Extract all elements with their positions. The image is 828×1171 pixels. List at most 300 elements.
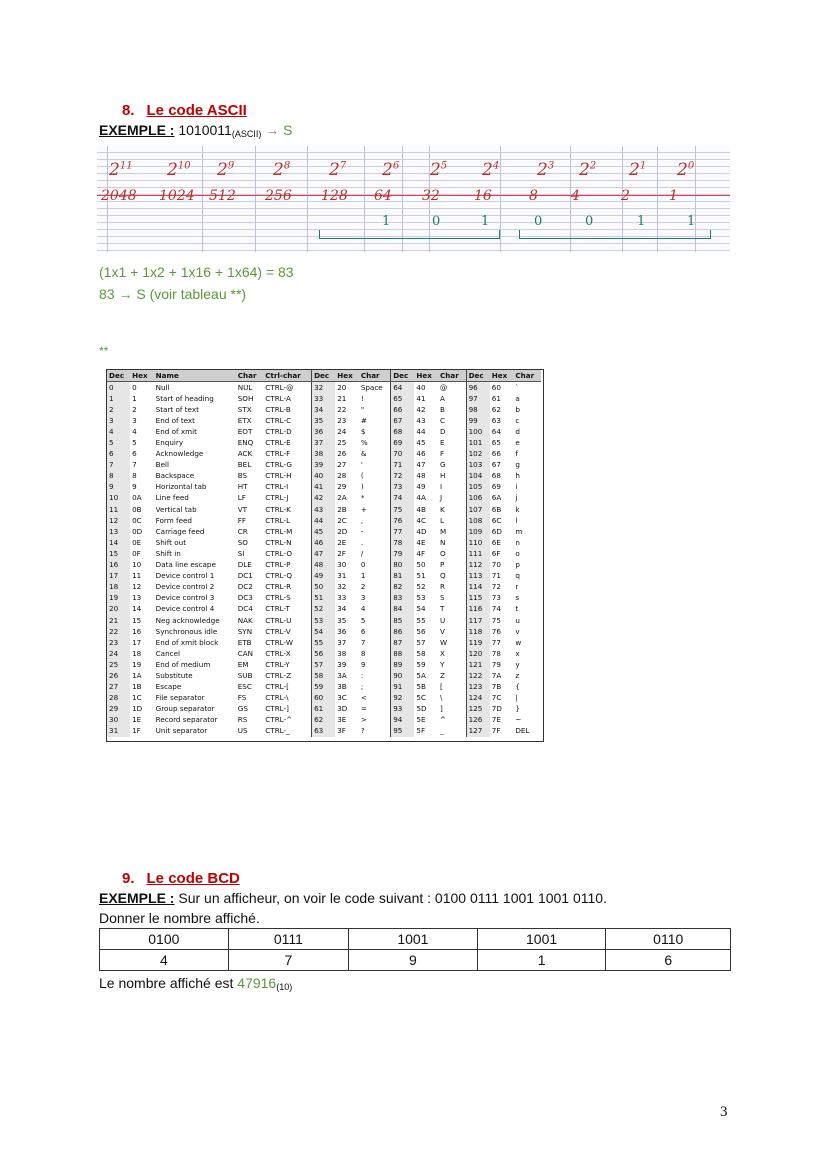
ascii-cell: 83 xyxy=(391,593,415,604)
ascii-cell: 9 xyxy=(360,659,366,669)
ascii-cell: 8 xyxy=(360,648,366,658)
ascii-cell: 29 xyxy=(107,704,130,715)
ascii-cell: 6D xyxy=(491,526,502,536)
ascii-cell: File separator xyxy=(155,693,205,703)
ascii-cell: 19 xyxy=(107,593,130,604)
ascii-cell: 31 xyxy=(107,726,130,737)
ascii-row xyxy=(107,715,541,726)
power-of-two xyxy=(629,160,646,180)
ascii-cell: 6 xyxy=(107,449,130,460)
ascii-cell: 42 xyxy=(312,493,336,504)
ascii-cell: p xyxy=(515,560,520,570)
ascii-cell: 45 xyxy=(312,526,336,537)
ascii-cell: Neg acknowledge xyxy=(155,615,220,625)
ascii-cell: Data line escape xyxy=(155,560,216,570)
ascii-cell: % xyxy=(360,438,368,448)
power-base: 2 xyxy=(482,160,493,180)
ascii-cell: 2A xyxy=(337,493,347,503)
ascii-cell: 84 xyxy=(391,604,415,615)
ascii-row xyxy=(107,704,541,715)
paper-column-line xyxy=(202,146,203,252)
power-exponent: 1 xyxy=(639,160,647,172)
ascii-cell: 49 xyxy=(416,482,426,492)
binary-digit: 1 xyxy=(687,214,696,229)
ascii-cell: 7 xyxy=(360,637,366,647)
ascii-cell: 1D xyxy=(132,704,143,714)
ascii-result: 83 → S (voir tableau **) xyxy=(99,286,247,302)
example-text: Sur un afficheur, on voir le code suivant : 0100 0111 1001 1001 0110. xyxy=(178,890,607,906)
ascii-cell: 0 xyxy=(107,382,130,394)
ascii-row xyxy=(107,659,541,670)
ascii-cell: 50 xyxy=(312,582,336,593)
power-base: 2 xyxy=(109,160,120,180)
ascii-cell: Carriage feed xyxy=(155,526,205,536)
ascii-cell: ~ xyxy=(515,715,522,725)
ascii-row xyxy=(107,526,541,537)
ascii-cell: CTRL-Z xyxy=(265,670,292,680)
ascii-cell: 33 xyxy=(312,393,336,404)
ascii-cell: 110 xyxy=(466,537,490,548)
ascii-cell: 21 xyxy=(337,393,347,403)
ascii-cell: 63 xyxy=(491,415,501,425)
ascii-cell: CTRL-O xyxy=(265,548,293,558)
ascii-cell: 5F xyxy=(416,726,426,736)
ascii-cell: 11 xyxy=(132,571,142,581)
ascii-row xyxy=(107,637,541,648)
ascii-cell: 38 xyxy=(312,449,336,460)
power-exponent: 3 xyxy=(547,160,555,172)
ascii-cell: 47 xyxy=(312,548,336,559)
ascii-cell: 66 xyxy=(491,449,501,459)
ascii-cell: 3A xyxy=(337,670,347,680)
ascii-cell: 116 xyxy=(466,604,490,615)
ascii-cell: Device control 2 xyxy=(155,582,215,592)
ascii-cell: 0A xyxy=(132,493,142,503)
ascii-cell: 62 xyxy=(491,404,501,414)
ascii-cell: CTRL-K xyxy=(265,504,291,514)
power-exponent: 9 xyxy=(227,160,235,172)
ascii-cell: CTRL-V xyxy=(265,626,291,636)
table-reference-stars: ** xyxy=(99,344,109,358)
ascii-cell: 97 xyxy=(466,393,490,404)
ascii-cell: 43 xyxy=(312,504,336,515)
power-base: 2 xyxy=(537,160,548,180)
power-base: 2 xyxy=(167,160,178,180)
ascii-cell: 7C xyxy=(491,693,502,703)
ascii-cell: CAN xyxy=(237,648,254,658)
ascii-cell: EOT xyxy=(237,426,253,436)
section-title-text: Le code ASCII xyxy=(146,102,247,119)
ascii-cell: O xyxy=(439,548,446,558)
ascii-cell: 3 xyxy=(360,593,366,603)
bcd-code-cell: 1001 xyxy=(477,929,606,950)
ascii-cell: CTRL-W xyxy=(265,637,293,647)
ascii-header-cell: Char xyxy=(236,370,264,382)
ascii-cell: k xyxy=(515,504,520,514)
ascii-cell: 99 xyxy=(466,415,490,426)
power-exponent: 2 xyxy=(589,160,597,172)
ascii-cell: 7A xyxy=(491,670,502,680)
ascii-cell: 52 xyxy=(416,582,426,592)
ascii-cell: 62 xyxy=(312,715,336,726)
ascii-cell: Y xyxy=(439,659,445,669)
ascii-cell: 57 xyxy=(416,637,426,647)
ascii-cell: 30 xyxy=(107,715,130,726)
ascii-cell: 7B xyxy=(491,682,502,692)
ascii-cell: 54 xyxy=(416,604,426,614)
power-base: 2 xyxy=(629,160,640,180)
ascii-cell: CTRL-E xyxy=(265,438,291,448)
ascii-calculation: (1x1 + 1x2 + 1x16 + 1x64) = 83 xyxy=(99,264,294,280)
power-of-two xyxy=(579,160,596,180)
ascii-cell: j xyxy=(515,493,518,503)
ascii-cell: x xyxy=(515,648,520,658)
ascii-cell: D xyxy=(439,426,446,436)
ascii-cell: 85 xyxy=(391,615,415,626)
ascii-cell: 21 xyxy=(107,615,130,626)
power-base: 2 xyxy=(677,160,688,180)
ascii-header-cell: Ctrl-char xyxy=(263,370,311,382)
ascii-cell: 96 xyxy=(466,382,490,394)
ascii-cell: 127 xyxy=(466,726,490,737)
ascii-row xyxy=(107,471,541,482)
ascii-cell: DC2 xyxy=(237,582,253,592)
example-result: → S xyxy=(265,122,293,138)
ascii-cell: 34 xyxy=(312,404,336,415)
ascii-cell: h xyxy=(515,471,520,481)
ascii-row xyxy=(107,493,541,504)
ascii-row xyxy=(107,504,541,515)
ascii-cell: 102 xyxy=(466,449,490,460)
ascii-cell: 69 xyxy=(491,482,501,492)
ascii-table-header xyxy=(107,370,541,382)
ascii-cell: CTRL-T xyxy=(265,604,290,614)
ascii-cell: 28 xyxy=(337,471,347,481)
power-base: 2 xyxy=(329,160,340,180)
bcd-code-cell: 0100 xyxy=(100,929,229,950)
ascii-cell: 41 xyxy=(416,393,426,403)
ascii-cell: CTRL-[ xyxy=(265,682,289,692)
ascii-cell: 6C xyxy=(491,515,502,525)
ascii-cell: Substitute xyxy=(155,670,193,680)
ascii-cell: " xyxy=(360,404,365,414)
power-exponent: 11 xyxy=(119,160,133,172)
ascii-cell: BEL xyxy=(237,460,252,470)
ascii-cell: 94 xyxy=(391,715,415,726)
ascii-cell: ! xyxy=(360,393,364,403)
ascii-cell: 125 xyxy=(466,704,490,715)
ascii-cell: 78 xyxy=(491,648,501,658)
ascii-cell: 1A xyxy=(132,670,142,680)
ascii-cell: ) xyxy=(360,482,364,492)
ascii-cell: 2B xyxy=(337,504,347,514)
ascii-cell: c xyxy=(515,415,520,425)
power-exponent: 7 xyxy=(339,160,347,172)
ascii-cell: 58 xyxy=(312,670,336,681)
ascii-cell: = xyxy=(360,704,367,714)
ascii-cell: 51 xyxy=(416,571,426,581)
ascii-cell: 11 xyxy=(107,504,130,515)
ascii-cell: CTRL-Q xyxy=(265,571,293,581)
ascii-cell: CTRL-B xyxy=(265,404,291,414)
ascii-cell: v xyxy=(515,626,520,636)
ascii-cell: 47 xyxy=(416,460,426,470)
ascii-cell: ' xyxy=(360,460,363,470)
power-exponent: 6 xyxy=(392,160,400,172)
power-exponent: 8 xyxy=(283,160,291,172)
ascii-cell: / xyxy=(360,548,364,558)
ascii-cell: 6E xyxy=(491,537,501,547)
binary-digit: 1 xyxy=(481,214,490,229)
ascii-cell: ETB xyxy=(237,637,252,647)
ascii-cell: 7E xyxy=(491,715,501,725)
ascii-cell: 58 xyxy=(416,648,426,658)
bcd-example-line xyxy=(99,890,607,906)
ascii-cell: 63 xyxy=(312,726,336,737)
ascii-cell: 106 xyxy=(466,493,490,504)
ascii-cell: 1 xyxy=(132,393,137,403)
bcd-digit-cell: 1 xyxy=(477,950,606,971)
ascii-cell: _ xyxy=(439,726,444,736)
ascii-cell: 76 xyxy=(391,515,415,526)
bcd-digit-cell: 9 xyxy=(349,950,478,971)
answer-subscript: (10) xyxy=(276,982,293,992)
power-exponent: 0 xyxy=(687,160,695,172)
ascii-cell: Group separator xyxy=(155,704,215,714)
ascii-cell: 72 xyxy=(491,582,501,592)
ascii-row xyxy=(107,682,541,693)
ascii-row xyxy=(107,726,541,737)
ascii-cell: CTRL-G xyxy=(265,460,292,470)
ascii-cell: 46 xyxy=(416,449,426,459)
ascii-cell: Start of text xyxy=(155,404,199,414)
ascii-cell: 67 xyxy=(391,415,415,426)
ascii-cell: 65 xyxy=(391,393,415,404)
ascii-row xyxy=(107,615,541,626)
ascii-cell: 124 xyxy=(466,693,490,704)
ascii-cell: 59 xyxy=(312,682,336,693)
ascii-cell: 53 xyxy=(416,593,426,603)
ascii-cell: 3C xyxy=(337,693,347,703)
ascii-cell: 4B xyxy=(416,504,426,514)
ascii-cell: 13 xyxy=(132,593,142,603)
ascii-cell: P xyxy=(439,560,445,570)
ascii-cell: Line feed xyxy=(155,493,189,503)
ascii-cell: 2 xyxy=(107,404,130,415)
ascii-cell: SUB xyxy=(237,670,253,680)
ascii-cell: 79 xyxy=(491,659,501,669)
ascii-cell: CTRL-R xyxy=(265,582,292,592)
power-exponent: 5 xyxy=(440,160,448,172)
ascii-cell: 82 xyxy=(391,582,415,593)
ascii-cell: ? xyxy=(360,726,365,736)
ascii-cell: 68 xyxy=(491,471,501,481)
power-exponent: 10 xyxy=(177,160,191,172)
ascii-cell: 0E xyxy=(132,537,142,547)
ascii-cell: K xyxy=(439,504,445,514)
ascii-cell: 105 xyxy=(466,482,490,493)
power-base: 2 xyxy=(382,160,393,180)
ascii-row xyxy=(107,404,541,415)
power-value: 256 xyxy=(265,188,292,204)
ascii-cell: 5C xyxy=(416,693,426,703)
ascii-header-cell: Dec xyxy=(312,370,336,382)
ascii-cell: 120 xyxy=(466,648,490,659)
ascii-cell: 76 xyxy=(491,626,501,636)
ascii-cell: y xyxy=(515,659,520,669)
ascii-cell: W xyxy=(439,637,448,647)
ascii-cell: J xyxy=(439,493,443,503)
ascii-cell: H xyxy=(439,471,446,481)
ascii-cell: 55 xyxy=(416,615,426,625)
ascii-cell: , xyxy=(360,515,364,525)
ascii-header-cell: Dec xyxy=(391,370,415,382)
ascii-cell: 56 xyxy=(312,648,336,659)
ascii-cell: 24 xyxy=(107,648,130,659)
ascii-cell: $ xyxy=(360,426,366,436)
ascii-cell: Q xyxy=(439,571,446,581)
ascii-cell: 98 xyxy=(466,404,490,415)
ascii-cell: T xyxy=(439,604,445,614)
ascii-cell: SOH xyxy=(237,393,254,403)
ascii-cell: End of text xyxy=(155,415,195,425)
ascii-cell: 88 xyxy=(391,648,415,659)
ascii-cell: 9 xyxy=(132,482,137,492)
ascii-cell: CTRL-I xyxy=(265,482,289,492)
ascii-cell: DC1 xyxy=(237,571,253,581)
ascii-cell: s xyxy=(515,593,520,603)
ascii-cell: z xyxy=(515,670,520,680)
ascii-header-cell: Dec xyxy=(466,370,490,382)
binary-digit: 1 xyxy=(382,214,391,229)
ascii-cell: Space xyxy=(360,382,383,392)
ascii-cell: L xyxy=(439,515,444,525)
ascii-cell: 2 xyxy=(132,404,137,414)
binary-digit: 0 xyxy=(585,214,594,229)
section-title-text: Le code BCD xyxy=(146,870,240,887)
ascii-cell: US xyxy=(237,726,248,736)
ascii-cell: 4 xyxy=(107,426,130,437)
example-binary: 1010011 xyxy=(178,122,232,138)
ascii-cell: CTRL-F xyxy=(265,449,291,459)
bcd-digit-cell: 7 xyxy=(228,950,348,971)
example-subscript: (ASCII) xyxy=(231,129,262,139)
ascii-cell: CTRL-A xyxy=(265,393,291,403)
ascii-cell: 37 xyxy=(337,637,347,647)
ascii-cell: 117 xyxy=(466,615,490,626)
ascii-cell: 46 xyxy=(312,537,336,548)
ascii-cell: 0 xyxy=(360,560,366,570)
section-number: 9. xyxy=(122,870,135,887)
ascii-cell: 10 xyxy=(132,560,142,570)
ascii-cell: Vertical tab xyxy=(155,504,197,514)
ascii-cell: C xyxy=(439,415,445,425)
power-of-two xyxy=(382,160,399,180)
ascii-cell: 4E xyxy=(416,537,426,547)
answer-value: 47916 xyxy=(237,975,277,991)
paper-column-line xyxy=(307,146,308,252)
power-value: 1 xyxy=(669,188,678,204)
ascii-cell: DLE xyxy=(237,560,252,570)
ascii-cell: Synchronous idle xyxy=(155,626,218,636)
bcd-question: Donner le nombre affiché. xyxy=(99,910,260,926)
ascii-cell: 1C xyxy=(132,693,142,703)
ascii-cell: # xyxy=(360,415,367,425)
ascii-cell: Start of heading xyxy=(155,393,214,403)
ascii-cell: 23 xyxy=(337,415,347,425)
handwritten-binary-figure xyxy=(97,146,730,252)
ascii-cell: 4C xyxy=(416,515,426,525)
ascii-cell: End of medium xyxy=(155,659,211,669)
ascii-cell: 59 xyxy=(416,659,426,669)
ascii-cell: 118 xyxy=(466,626,490,637)
ascii-row xyxy=(107,593,541,604)
ascii-cell: 73 xyxy=(491,593,501,603)
ascii-cell: 75 xyxy=(491,615,501,625)
ascii-cell: ENQ xyxy=(237,438,254,448)
ascii-cell: ` xyxy=(515,382,519,392)
ascii-cell: 5B xyxy=(416,682,426,692)
ascii-cell: 7 xyxy=(107,460,130,471)
power-base: 2 xyxy=(579,160,590,180)
ascii-cell: r xyxy=(515,582,519,592)
ascii-row xyxy=(107,437,541,448)
power-of-two xyxy=(677,160,694,180)
ascii-cell: 27 xyxy=(337,460,347,470)
ascii-cell: 4 xyxy=(132,426,137,436)
ascii-row xyxy=(107,415,541,426)
ascii-cell: ^ xyxy=(439,715,446,725)
example-label: EXEMPLE : xyxy=(99,122,175,138)
ascii-cell: ACK xyxy=(237,449,253,459)
ascii-cell: 65 xyxy=(491,438,501,448)
ascii-cell: 60 xyxy=(491,382,501,392)
ascii-cell: 15 xyxy=(132,615,142,625)
ascii-cell: : xyxy=(360,670,364,680)
binary-digit: 0 xyxy=(534,214,543,229)
ascii-cell: Escape xyxy=(155,682,182,692)
ascii-cell: 3 xyxy=(132,415,137,425)
ascii-cell: 87 xyxy=(391,637,415,648)
ascii-cell: n xyxy=(515,537,520,547)
ascii-cell: CTRL-J xyxy=(265,493,289,503)
grouping-bracket xyxy=(319,230,500,239)
ascii-cell: { xyxy=(515,682,520,692)
ascii-cell: 70 xyxy=(391,449,415,460)
ascii-cell: 1B xyxy=(132,682,142,692)
ascii-cell: 72 xyxy=(391,471,415,482)
ascii-cell: 91 xyxy=(391,682,415,693)
ascii-cell: N xyxy=(439,537,446,547)
ascii-cell: Acknowledge xyxy=(155,449,204,459)
ascii-row xyxy=(107,537,541,548)
ascii-cell: 103 xyxy=(466,460,490,471)
power-of-two xyxy=(273,160,290,180)
ascii-cell: 95 xyxy=(391,726,415,737)
ascii-cell: 10 xyxy=(107,493,130,504)
ascii-cell: 29 xyxy=(337,482,347,492)
ascii-cell: ( xyxy=(360,471,364,481)
ascii-cell: CTRL-_ xyxy=(265,726,290,736)
ascii-cell: SYN xyxy=(237,626,253,636)
ascii-cell: < xyxy=(360,693,367,703)
ascii-cell: 25 xyxy=(107,659,130,670)
ascii-cell: 70 xyxy=(491,560,501,570)
ascii-cell: 108 xyxy=(466,515,490,526)
ascii-row xyxy=(107,582,541,593)
ascii-cell: 3D xyxy=(337,704,348,714)
ascii-cell: 20 xyxy=(337,382,347,392)
